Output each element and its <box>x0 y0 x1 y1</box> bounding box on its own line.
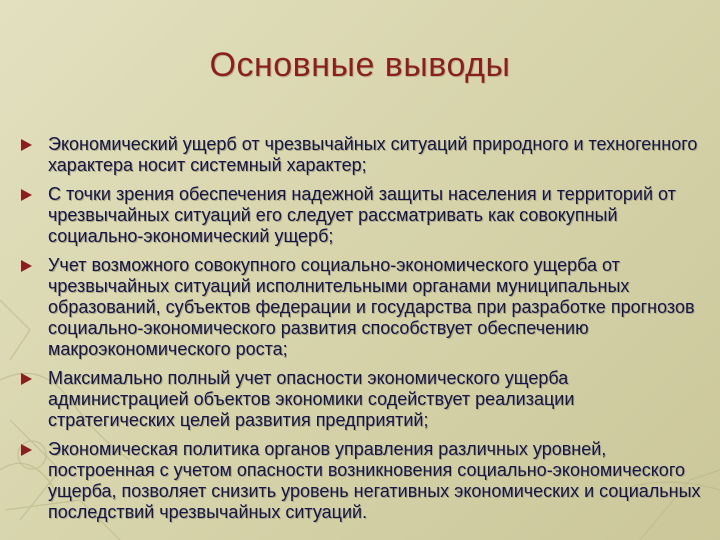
triangle-bullet-icon <box>21 444 32 456</box>
bullet-text: Экономический ущерб от чрезвычайных ситуаций природного и техногенного характера носит системный характер; <box>48 134 698 175</box>
triangle-bullet-icon <box>21 189 32 201</box>
bullet-text: Экономическая политика органов управления различных уровней, построенная с учетом опасности возникновения социально-экономического ущерба, позволяет снизить уровень негативных экономических и социальных последствий чрезвычайных ситуаций. <box>48 439 701 522</box>
triangle-bullet-icon <box>21 373 32 385</box>
bullet-text: Учет возможного совокупного социально-экономического ущерба от чрезвычайных ситуаций исполнительными органами муниципальных образований, субъектов федерации и государства при разработке прогнозов социально-экономического развития способствует обеспечению макроэкономического роста; <box>48 255 695 359</box>
triangle-bullet-icon <box>21 139 32 151</box>
triangle-bullet-icon <box>21 260 32 272</box>
bullet-item <box>18 439 702 523</box>
bullet-item <box>18 184 702 247</box>
bullet-text: Максимально полный учет опасности экономического ущерба администрацией объектов экономики содействует реализации стратегических целей развития предприятий; <box>48 368 575 430</box>
bullet-text: С точки зрения обеспечения надежной защиты населения и территорий от чрезвычайных ситуаций его следует рассматривать как совокупный социально-экономический ущерб; <box>48 184 676 246</box>
bullet-item <box>18 134 702 176</box>
bullet-item <box>18 368 702 431</box>
bullet-item <box>18 255 702 360</box>
bullet-list <box>18 134 702 531</box>
slide-title: Основные выводы <box>209 46 511 84</box>
